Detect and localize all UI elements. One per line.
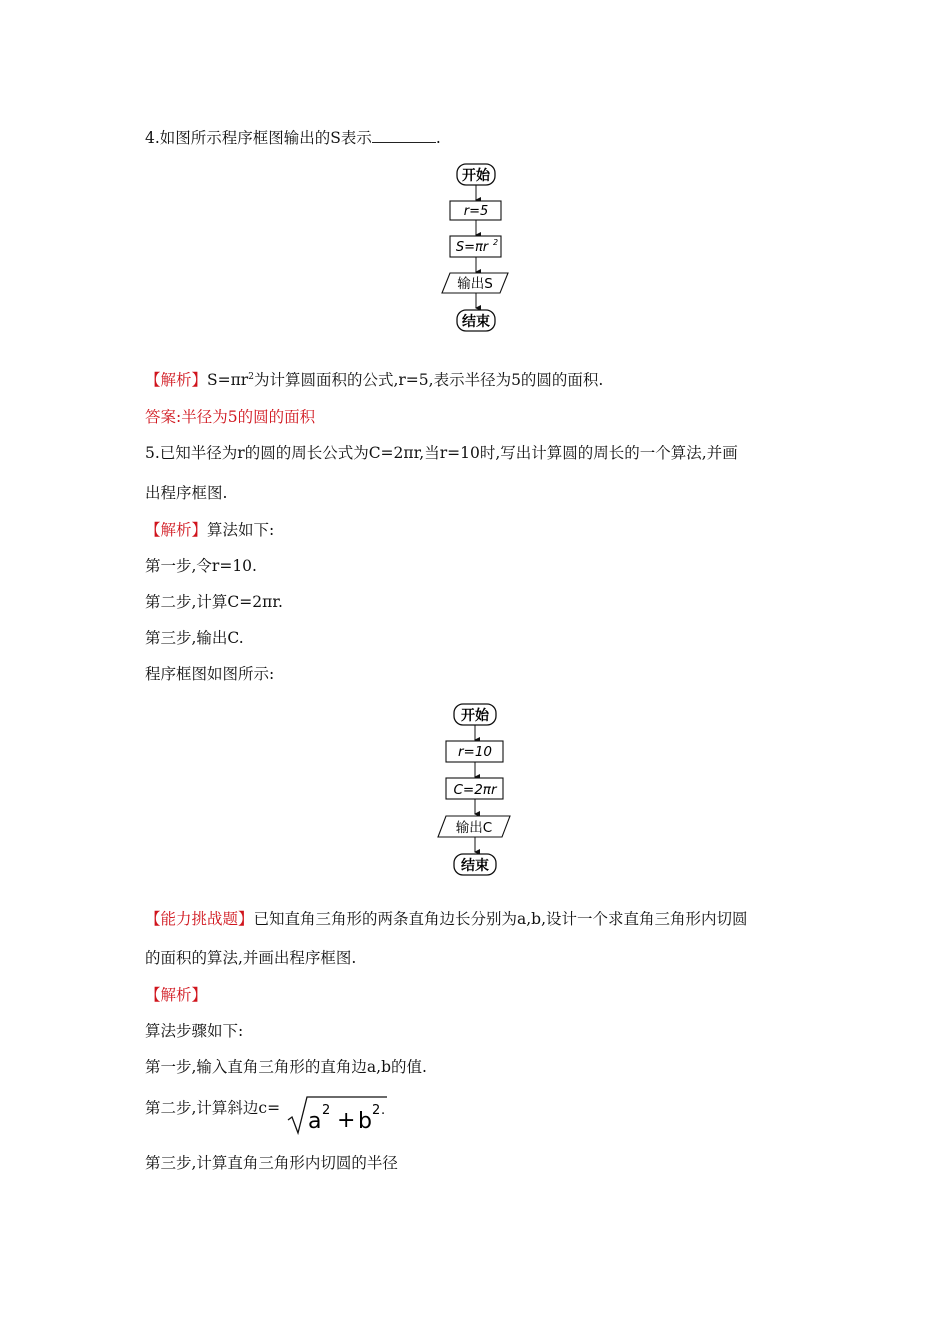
svg-text:输出C: 输出C [455,820,493,836]
svg-text:.: . [381,1103,386,1118]
flow1-output [442,273,508,293]
flow1-end [457,310,495,331]
svg-text:输出S: 输出S [457,276,493,292]
svg-text:结束: 结束 [461,858,489,874]
svg-text:r=10: r=10 [457,744,493,760]
question-4: 4.如图所示程序框图输出的S表示 . [145,129,441,147]
analysis-5-intro: 【解析】算法如下: [145,521,275,539]
svg-text:b: b [358,1109,372,1134]
question-4-text: 4.如图所示程序框图输出的S表示 [145,129,372,147]
flow1-start [457,164,495,185]
answer-4: 答案:半径为5的圆的面积 [145,408,316,426]
svg-text:C=2πr: C=2πr [453,782,497,798]
challenge-step-1: 第一步,输入直角三角形的直角边a,b的值. [145,1058,427,1076]
flow1-assign [450,201,501,220]
svg-text:开始: 开始 [462,168,490,184]
flow2-end [454,854,496,875]
flowchart-1 [430,160,530,335]
analysis-4: 【解析】$S=\pi r^2$为计算圆面积的公式,r=5,表示半径为5的圆的面积. [145,371,604,389]
answer-blank [372,128,436,143]
step-1: 第一步,令r=10. [145,557,257,575]
flow2-compute [446,778,503,799]
svg-text:2: 2 [372,1103,381,1118]
svg-text:开始: 开始 [461,708,489,724]
analysis-tag: 【解析】 [145,521,208,539]
algorithm-steps-heading: 算法步骤如下: [145,1022,244,1040]
flowchart-caption: 程序框图如图所示: [145,665,275,683]
svg-text:2: 2 [493,238,499,247]
svg-text:S=πr: S=πr [455,240,489,255]
analysis-tag-2: 【解析】 [145,986,208,1004]
challenge-line2: 的面积的算法,并画出程序框图. [145,949,357,967]
analysis-tag: 【解析】 [145,371,208,389]
svg-text:r=5: r=5 [463,204,489,219]
svg-text:2: 2 [322,1103,331,1118]
question-5-line1: 5.已知半径为r的圆的周长公式为C=2πr,当r=10时,写出计算圆的周长的一个算法,并画 [145,444,738,462]
flow2-assign [446,741,503,762]
step-2: 第二步,计算C=2πr. [145,593,283,611]
svg-text:+: + [337,1108,356,1133]
flow1-compute [450,236,501,257]
flow2-start [454,704,496,725]
challenge-step-2: 第二步,计算斜边c= [145,1099,281,1117]
question-5-line2: 出程序框图. [145,484,228,502]
svg-text:a: a [308,1109,322,1134]
svg-text:结束: 结束 [462,314,490,330]
flowchart-2 [428,700,528,880]
hypotenuse-formula [287,1092,397,1136]
challenge-tag: 【能力挑战题】 [145,910,254,928]
flow2-output [438,816,510,837]
challenge-step-3: 第三步,计算直角三角形内切圆的半径 [145,1154,398,1172]
step-3: 第三步,输出C. [145,629,244,647]
challenge-line1: 【能力挑战题】已知直角三角形的两条直角边长分别为a,b,设计一个求直角三角形内切圆 [145,910,748,928]
